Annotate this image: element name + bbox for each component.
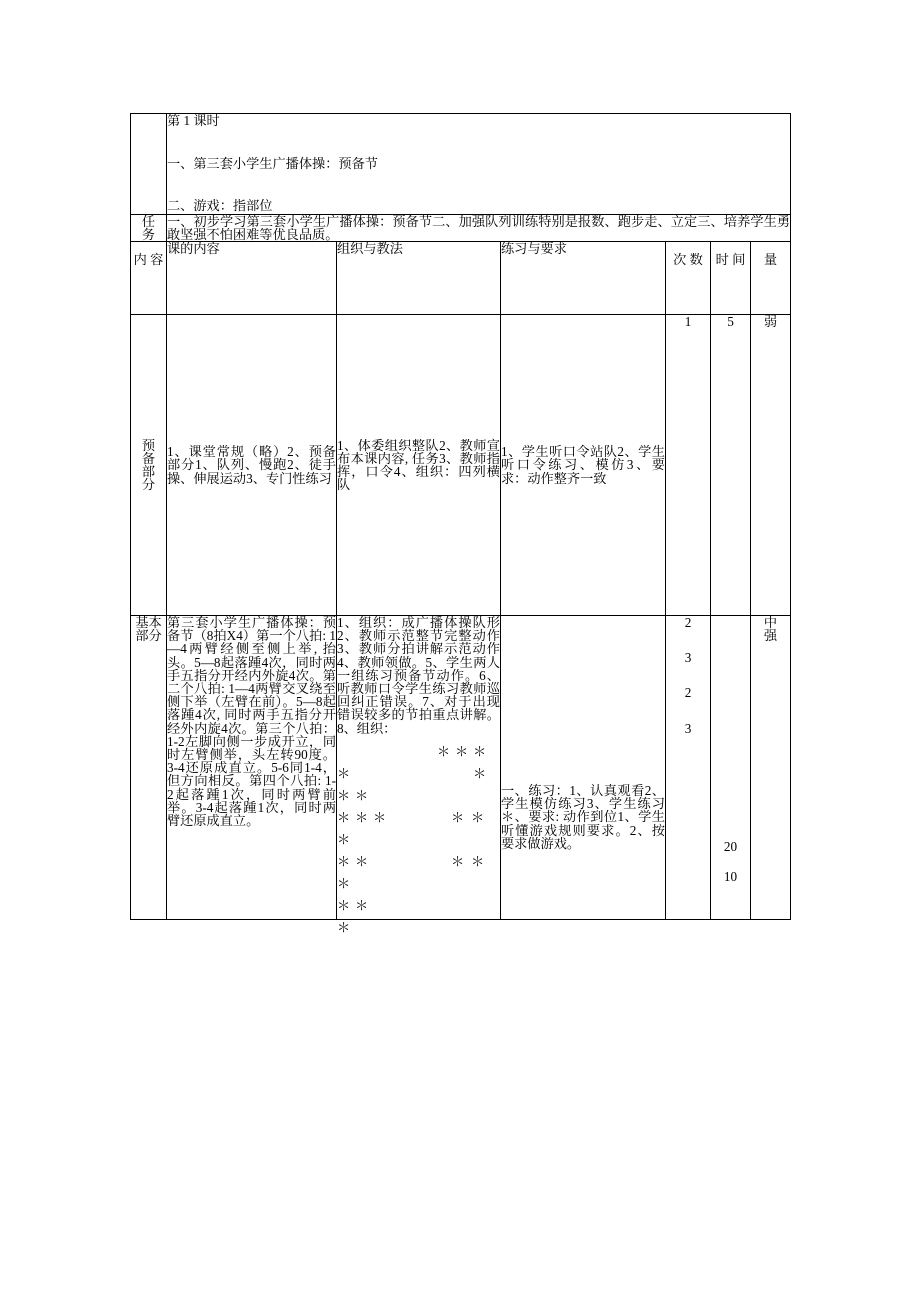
formation-star-left-6-1: ＊ xyxy=(355,897,369,913)
task-label-char-2: 务 xyxy=(141,226,156,242)
header-time-char-2: 间 xyxy=(732,251,746,267)
header-time xyxy=(711,241,751,314)
formation-star-right-0-2: ＊ xyxy=(473,743,487,759)
prep-label-char-2: 备 xyxy=(141,450,156,466)
formation-star-left-1-1: ＊ xyxy=(355,787,369,803)
formation-star-left-6-0: ＊ xyxy=(337,897,351,913)
main-count-1: 2 xyxy=(684,614,692,630)
formation-star-left-4-0: ＊ xyxy=(337,853,351,869)
title-block xyxy=(167,114,791,215)
main-time-2: 10 xyxy=(723,868,738,884)
formation-star-left-3-0: ＊ xyxy=(337,831,351,847)
title-row xyxy=(131,114,791,215)
formation-star-left-2-1: ＊ xyxy=(355,809,369,825)
main-label-char-1: 基本 xyxy=(135,614,162,630)
task-label-char-1: 任 xyxy=(141,213,156,229)
formation-star-right-0-0: ＊ xyxy=(437,743,451,759)
lesson-plan-table xyxy=(130,113,791,935)
lesson-number: 第 1 课时 xyxy=(167,113,220,128)
main-time-1: 20 xyxy=(723,838,738,854)
table-row-preparation xyxy=(131,314,791,615)
formation-star-right-3-1: ＊ xyxy=(471,853,485,869)
header-organization: 组织与教法 xyxy=(337,241,501,314)
prep-practice: 1、学生听口令站队2、学生听口令练习、模仿3、要求：动作整齐一致 xyxy=(501,314,666,615)
row-label-main xyxy=(131,615,167,919)
prep-organization: 1、体委组织整队2、教师宣布本课内容, 任务3、教师指挥，口令4、组织：四列横队 xyxy=(337,314,501,615)
main-count-4: 3 xyxy=(684,720,692,736)
main-label-char-2: 部分 xyxy=(135,628,162,644)
formation-star-right-2-0: ＊ xyxy=(451,809,465,825)
title-row-label-cell xyxy=(131,114,167,215)
prep-label-char-1: 预 xyxy=(141,437,156,453)
main-amount-char-2: 强 xyxy=(763,628,778,644)
main-times xyxy=(711,615,751,919)
lesson-plan-page xyxy=(130,113,791,935)
main-organization xyxy=(337,614,501,935)
header-amount: 量 xyxy=(751,241,791,314)
formation-star-right-0-1: ＊ xyxy=(455,743,469,759)
main-amount xyxy=(751,615,791,919)
task-row-label xyxy=(131,214,167,241)
formation-star-left-7-0: ＊ xyxy=(337,919,351,935)
formation-star-left-0-0: ＊ xyxy=(337,765,351,781)
prep-label-char-3: 部 xyxy=(141,463,156,479)
prep-amount: 弱 xyxy=(751,314,791,615)
task-row xyxy=(131,214,791,241)
header-practice: 练习与要求 xyxy=(501,241,666,314)
main-course-content: 第三套小学生广播体操：预备节（8拍X4）第一个八拍: 1—4两臂经侧至侧上举, 抬头。5—8起落踵4次，同时两手五指分开经内外旋4次。第二个八拍: 1—4两臂交叉绕至侧下举（左臂在前）。5—8起落踵4次, 同时两手五指分开经外内旋4次。第三个八拍：1-2左脚向侧一步成开立，同时左臂侧举，头左转90度。3-4还原成直立。5-6同1-4，但方向相反。第四个八拍: 1-2起落踵1次，同时两臂前举。3-4起落踵1次，同时两臂还原成直立。 xyxy=(167,615,337,919)
formation-diagram xyxy=(337,737,500,935)
formation-star-right-3-0: ＊ xyxy=(451,853,465,869)
main-count-2: 3 xyxy=(684,650,692,666)
formation-star-left-1-0: ＊ xyxy=(337,787,351,803)
lesson-item-1: 一、第三套小学生广播体操：预备节 xyxy=(167,155,378,171)
prep-count: 1 xyxy=(666,314,711,615)
main-organization-text: 1、组织：成广播体操队形2、教师示范整节完整动作3、教师分拍讲解示范动作4、教师领做。5、学生两人一组练习预备节动作。6、听教师口令学生练习教师巡回纠正错误。7、对于出现错误较多的节拍重点讲解。8、组织： xyxy=(337,614,500,736)
formation-star-left-2-2: ＊ xyxy=(373,809,387,825)
header-count-char-1: 次 xyxy=(673,251,687,267)
task-text: 一、初步学习第三套小学生广播体操：预备节二、加强队列训练特别是报数、跑步走、立定三、培养学生勇敢坚强不怕困难等优良品质。 xyxy=(167,213,791,242)
prep-course-content: 1、课堂常规（略）2、预备部分1、队列、慢跑2、徒手操、伸展运动3、专门性练习 xyxy=(167,314,337,615)
table-row-main xyxy=(131,615,791,919)
header-count-char-2: 数 xyxy=(689,251,703,267)
header-count xyxy=(666,241,711,314)
main-count-3: 2 xyxy=(684,685,692,701)
header-content-label xyxy=(131,241,167,314)
column-header-row xyxy=(131,241,791,314)
lesson-item-2: 二、游戏：指部位 xyxy=(167,198,273,214)
formation-star-left-4-1: ＊ xyxy=(355,853,369,869)
formation-star-left-5-0: ＊ xyxy=(337,875,351,891)
formation-star-left-2-0: ＊ xyxy=(337,809,351,825)
header-course-content: 课的内容 xyxy=(167,241,337,314)
main-practice-text: 一、练习：1、认真观看2、学生模仿练习3、学生练习＊、要求: 动作到位1、学生听懂游戏规则要求。2、按要求做游戏。 xyxy=(501,782,665,851)
formation-star-right-2-1: ＊ xyxy=(471,809,485,825)
header-time-char-1: 时 xyxy=(715,251,729,267)
header-content-char-1: 内 xyxy=(133,251,147,267)
header-content-char-2: 容 xyxy=(150,251,164,267)
main-counts xyxy=(666,615,711,919)
row-label-preparation xyxy=(131,314,167,615)
prep-label-char-4: 分 xyxy=(141,477,156,493)
main-amount-char-1: 中 xyxy=(763,614,778,630)
formation-star-right-1-0: ＊ xyxy=(473,765,487,781)
prep-time: 5 xyxy=(711,314,751,615)
main-practice xyxy=(501,615,666,919)
